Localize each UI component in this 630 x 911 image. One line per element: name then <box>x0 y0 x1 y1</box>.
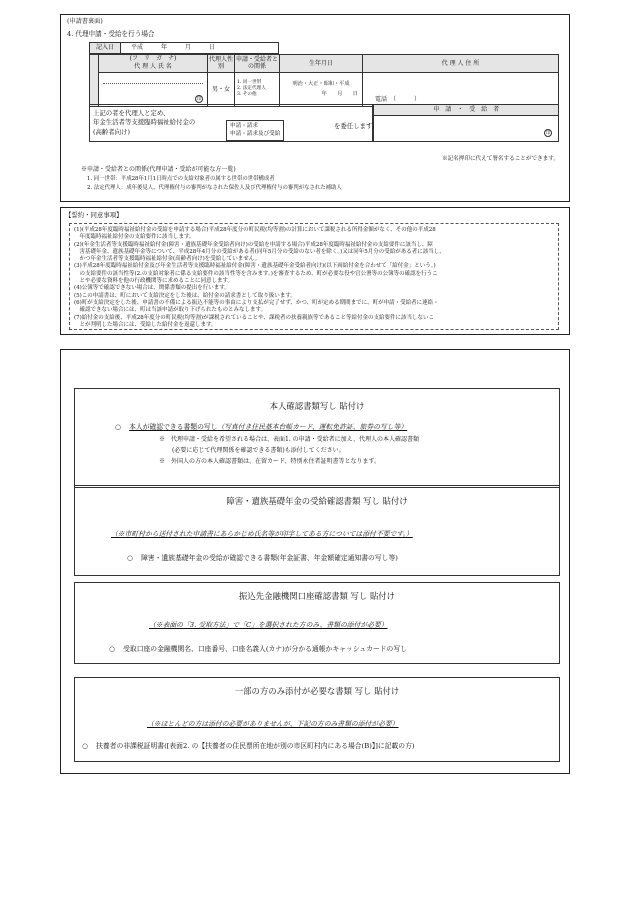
pledge-line: (1)(平成28年度臨時福祉給付金の受給を申請する場合)平成28年度分の町民税(均等割)の計算において課税される所得金額がなく、その他の平成28 <box>74 227 436 233</box>
pledge-line: 年度臨時福祉給付金の支給要件に該当します。 <box>74 234 195 241</box>
paste-area-id[interactable] <box>74 388 560 488</box>
agent-phone: 電話 （ ） <box>375 96 421 104</box>
paste-bank-note: （※表面の「3. 受取方法」で「C」を選択された方のみ、書類の添付が必要） <box>149 621 388 629</box>
relation-option-3: 3. その他 <box>237 92 257 98</box>
delegation-line-2: 年金生活者等支援臨時福祉給付金の <box>93 118 196 127</box>
entry-year: 年 <box>160 44 167 52</box>
pledge-line: とが判明した場合には、受給した給付金を返還します。 <box>74 321 217 328</box>
agent-table <box>89 54 559 107</box>
pledge-title: 【誓約・同意事項】 <box>65 211 123 219</box>
entry-day: 日 <box>208 44 215 52</box>
table-spacer <box>90 55 99 107</box>
address-head: 代 理 人 住 所 <box>363 55 559 73</box>
pledge-section <box>60 207 570 335</box>
paste-bank-bullet: ○ <box>109 645 115 653</box>
pledge-box <box>69 223 559 330</box>
paste-tax-item: 扶養者の非課税証明書([表面2. の【扶養者の住民票所在地が別の市区町村内にある場合(B)】]に記載の方) <box>96 742 415 750</box>
applicant-sign-field[interactable] <box>374 116 559 142</box>
attachments-section <box>60 349 570 774</box>
agent-relation-field[interactable] <box>235 72 280 106</box>
delegation-suffix: を委任します。 <box>334 122 379 130</box>
paste-id-title: 本人確認書類写し 貼付け <box>269 401 365 411</box>
relation-note-2: 2. 法定代理人：成年後見人、代理権付与の審判がなされた保佐人及び代理権付与の審判がなされた補助人 <box>87 185 342 191</box>
paste-tax-title: 一部の方のみ添付が必要な書類 写し 貼付け <box>234 686 400 696</box>
pledge-line: の支給要件の該当性等(2.の支給対象者に係る支給要件の該当性等を含みます。)を審査するため、町が必要な役や官公署等の公簿等の確認を行うこ <box>74 270 438 277</box>
entry-era: 平成 <box>131 44 144 52</box>
paste-tax-note: （※ほとんどの方は添付の必要がありませんが、下記の方のみ書類の添付が必要） <box>147 720 399 728</box>
paste-id-bullet: ○ <box>115 423 121 431</box>
birth-head: 生年月日 <box>280 55 363 73</box>
agent-address-field[interactable] <box>363 72 559 106</box>
paste-area-bank[interactable] <box>74 582 560 664</box>
paste-area-pension[interactable] <box>74 485 560 576</box>
delegation-statement <box>90 105 379 142</box>
pledge-line: (5)この申請書は、町において支給決定をした後は、給付金の請求書として取り扱います。 <box>74 292 296 299</box>
paste-id-note-1: ※ 代理申請・受給を希望される場合は、表面1. の申請・受給者に加え、代理人の本人確認書類 <box>159 436 419 443</box>
agent-section <box>60 14 570 202</box>
pledge-line: (7)給付金の支給後、平成28年度分の町民税(均等割)が課税されていることや、課税者の扶養親族等であること等給付金の支給要件に該当しないこ <box>74 314 434 321</box>
applicant-seal-icon: 印 <box>545 131 551 136</box>
delegation-option-1: 申請・請求 <box>230 123 258 129</box>
form-side-label: (申請書裏面) <box>67 18 103 25</box>
entry-month: 月 <box>184 44 191 52</box>
applicant-head: 申 請 ・ 受 給 者 <box>374 105 559 116</box>
paste-pension-item: 障害・遺族基礎年金の受給が確認できる書類(年金証書、年金額確定通知書の写し等) <box>141 554 398 562</box>
furigana-head: (フ リ ガ ナ) <box>129 55 177 62</box>
relation-head: 申請・受給者との関係 <box>235 55 278 71</box>
signature-note: ※記名押印に代えて署名することができます。 <box>441 156 559 162</box>
paste-id-main: 本人が確認できる書類の写し <box>129 423 218 431</box>
relation-option-1: 1. 同一世帯 <box>237 79 262 85</box>
delegation-choice[interactable] <box>226 120 284 141</box>
birth-eras: 明治・大正・昭和・平成 <box>292 80 350 87</box>
delegation-table <box>89 104 559 142</box>
pledge-line: (4)公簿等で確認できない場合は、関係書類の提出を行います。 <box>74 285 230 292</box>
entry-date-table <box>89 42 279 54</box>
delegation-option-2: 申請・請求及び受給 <box>230 131 281 138</box>
relation-option-2: 2. 法定代理人 <box>237 86 266 92</box>
gender-head: 代理人性別 <box>208 55 233 71</box>
paste-id-note-2: ※ 外国人の方の本人確認書類は、在留カード、特別永住者証明書等となります。 <box>159 458 380 465</box>
pledge-line: 害基礎年金、遺族基礎年金等について、平成28年4月分の受給がある者(同年5月分の受給のない者を除く。)又は同年5月分の受給がある者に該当し、 <box>74 248 445 255</box>
agent-gender-field[interactable]: 男・女 <box>208 72 235 106</box>
pledge-line: (2)(年金生活者等支援臨時福祉給付金(障害・遺族基礎年金受給者向け)の受給を申請する場合)平成28年度臨時福祉給付金の支給要件に該当し、障 <box>74 241 433 248</box>
paste-bank-line <box>109 645 407 653</box>
paste-pension-line <box>127 554 398 562</box>
agent-name-field[interactable] <box>99 72 208 106</box>
pledge-line: (3)平成28年度臨時福祉給付金及び年金生活者等支援臨時福祉給付金(障害・遺族基礎年金受給者向け)(以下両給付金を合わせて「給付金」という。) <box>74 263 436 270</box>
paste-id-examples: （写真付き住民基本台帳カード、運転免許証、旅券の写し等） <box>217 423 408 431</box>
section-title: 4. 代理申請・受給を行う場合 <box>67 30 155 38</box>
agent-name-head: 代 理 人 氏 名 <box>134 63 172 71</box>
pledge-line: (6)町が支給決定をした後、申請書の不備による振込不能等の事由により支払が完了せず、かつ、町が定める期間までに、町が申請・受給者に連絡・ <box>74 299 439 306</box>
paste-bank-item: 受取口座の金融機関名、口座番号、口座名義人(カナ)が分かる通帳かキャッシュカードの写し <box>123 645 407 653</box>
paste-tax-bullet: ○ <box>82 742 88 750</box>
pledge-line: かつ年金生活者等支援臨時福祉給付金(高齢者向け)を受給していません。 <box>74 256 261 263</box>
paste-pension-note: （※市町村から送付された申請書にあらかじめ氏名等が印字してある方については添付不要です。） <box>111 530 413 538</box>
paste-bank-title: 振込先金融機関口座確認書類 写し 貼付け <box>238 591 396 601</box>
agent-seal-icon: 印 <box>196 96 202 102</box>
birth-ymd: 年 月 日 <box>321 91 358 98</box>
entry-date-label: 記入日 <box>90 43 121 54</box>
delegation-line-1: 上記の者を代理人と定め、 <box>93 108 170 117</box>
paste-pension-title: 障害・遺族基礎年金の受給確認書類 写し 貼付け <box>226 496 408 506</box>
paste-tax-line <box>82 742 415 750</box>
pledge-line: 確認できない場合には、町は当該申請が取り下げられたものとみなします。 <box>74 307 267 314</box>
delegation-line-3: (高齢者向け) <box>93 127 130 136</box>
relation-note-1: 1. 同一世帯：平成28年1月1日時点での支給対象者の属する世帯の世帯構成者 <box>87 176 275 182</box>
pledge-line: とや必要な資料を他の行政機関等に求めることに同意します。 <box>74 278 234 285</box>
paste-id-line <box>115 423 407 431</box>
name-head <box>99 55 208 73</box>
paste-pension-bullet: ○ <box>127 554 133 562</box>
agent-birth-field[interactable] <box>280 72 363 106</box>
paste-area-tax[interactable] <box>74 677 560 762</box>
paste-id-note-1b: (必要に応じて代理関係を確認できる書類)も添付してください。 <box>172 447 345 454</box>
entry-date-field[interactable] <box>121 43 279 54</box>
relation-notes-title: ※申請・受給者との関係(代理申請・受給が可能な方一覧) <box>81 166 236 173</box>
